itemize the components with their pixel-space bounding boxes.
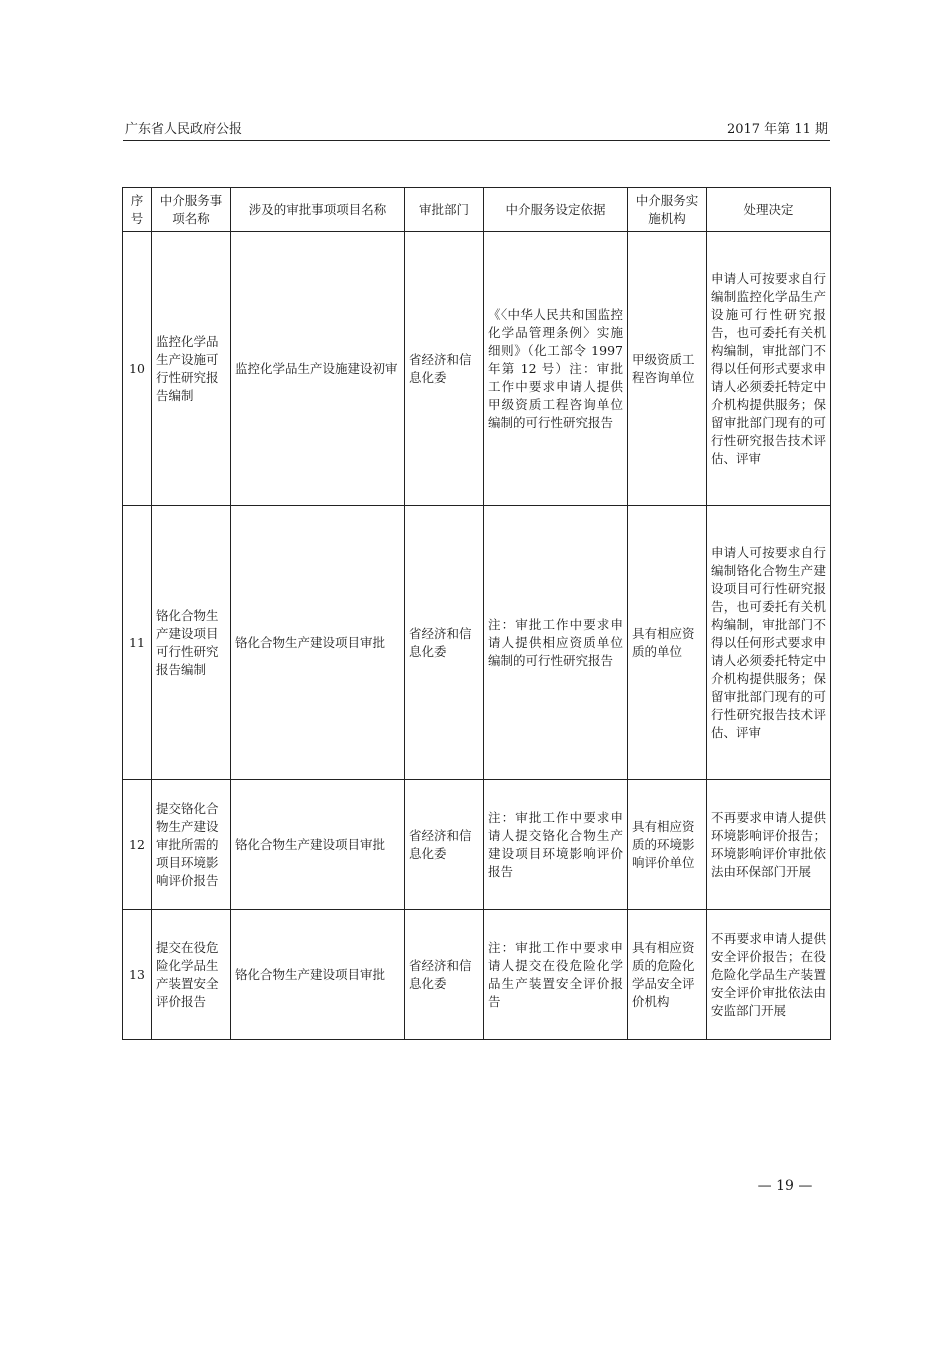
row-no: 12 [123,780,152,910]
row-decision: 不再要求申请人提供安全评价报告；在役危险化学品生产装置安全评价审批依法由安监部门开展 [707,910,831,1040]
table-header-row [123,188,831,232]
row-agency: 具有相应资质的单位 [628,506,707,780]
page-number: — 19 — [757,1178,813,1194]
row-no: 10 [123,232,152,506]
row-no: 13 [123,910,152,1040]
row-decision: 不再要求申请人提供环境影响评价报告；环境影响评价审批依法由环保部门开展 [707,780,831,910]
col-header-dept: 审批部门 [405,188,484,232]
row-basis: 注：审批工作中要求申请人提交铬化合物生产建设项目环境影响评价报告 [484,780,628,910]
row-basis: 注：审批工作中要求申请人提交在役危险化学品生产装置安全评价报告 [484,910,628,1040]
row-basis: 《〈中华人民共和国监控化学品管理条例〉实施细则》（化工部令 1997 年第 12 号）注：审批工作中要求申请人提供甲级资质工程咨询单位编制的可行性研究报告 [484,232,628,506]
row-service: 铬化合物生产建设项目可行性研究报告编制 [152,506,231,780]
row-dept: 省经济和信息化委 [405,910,484,1040]
col-header-agency: 中介服务实施机构 [628,188,707,232]
row-approval: 监控化学品生产设施建设初审 [231,232,405,506]
table-row [123,506,831,780]
table-row [123,910,831,1040]
table-row [123,780,831,910]
row-approval: 铬化合物生产建设项目审批 [231,910,405,1040]
col-header-decision: 处理决定 [707,188,831,232]
col-header-service: 中介服务事项名称 [152,188,231,232]
row-approval: 铬化合物生产建设项目审批 [231,780,405,910]
row-service: 提交铬化合物生产建设审批所需的项目环境影响评价报告 [152,780,231,910]
row-agency: 具有相应资质的环境影响评价单位 [628,780,707,910]
row-service: 提交在役危险化学品生产装置安全评价报告 [152,910,231,1040]
row-dept: 省经济和信息化委 [405,506,484,780]
row-dept: 省经济和信息化委 [405,232,484,506]
row-approval: 铬化合物生产建设项目审批 [231,506,405,780]
col-header-approval: 涉及的审批事项项目名称 [231,188,405,232]
row-decision: 申请人可按要求自行编制监控化学品生产设施可行性研究报告，也可委托有关机构编制，审批部门不得以任何形式要求申请人必须委托特定中介机构提供服务；保留审批部门现有的可行性研究报告技术评估、评审 [707,232,831,506]
row-decision: 申请人可按要求自行编制铬化合物生产建设项目可行性研究报告，也可委托有关机构编制，审批部门不得以任何形式要求申请人必须委托特定中介机构提供服务；保留审批部门现有的可行性研究报告技术评估、评审 [707,506,831,780]
row-agency: 具有相应资质的危险化学品安全评价机构 [628,910,707,1040]
row-dept: 省经济和信息化委 [405,780,484,910]
col-header-no: 序号 [123,188,152,232]
table-row [123,232,831,506]
col-header-basis: 中介服务设定依据 [484,188,628,232]
row-basis: 注：审批工作中要求申请人提供相应资质单位编制的可行性研究报告 [484,506,628,780]
page-header [123,118,830,141]
row-no: 11 [123,506,152,780]
publication-title: 广东省人民政府公报 [125,122,243,137]
row-agency: 甲级资质工程咨询单位 [628,232,707,506]
row-service: 监控化学品生产设施可行性研究报告编制 [152,232,231,506]
services-table [122,187,831,1040]
issue-number: 2017 年第 11 期 [726,122,828,137]
